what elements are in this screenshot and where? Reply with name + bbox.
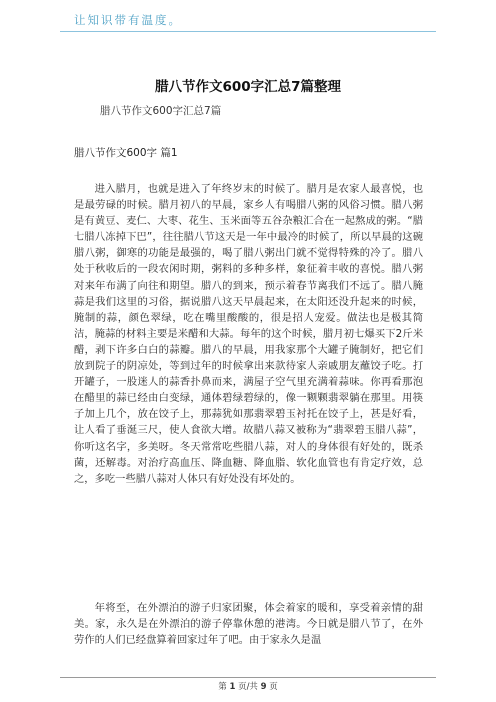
header-divider (60, 31, 436, 32)
body-paragraph-1: 进入腊月，也就是进入了年终岁末的时候了。腊月是农家人最喜悦，也是最劳碌的时候。腊月初八的早晨，家乡人有喝腊八粥的风俗习惯。腊八粥是有黄豆、麦仁、大枣、花生、玉米面等五谷杂粮汇合在一起熬成的粥。“腊七腊八冻掉下巴”，往往腊八节这天是一年中最冷的时候了，所以早晨的这碗腊八粥，御寒的功能是最强的，喝了腊八粥出门就不觉得特殊的冷了。腊八处于秋收后的一段农闲时期，粥料的多种多样，象征着丰收的喜悦。腊八粥对来年布满了向往和期望。腊八的到来，预示着春节离我们不远了。腊八腌蒜是我们这里的习俗，据说腊八这天早晨起来，在太阳还没升起来的时候，腌制的蒜，颜色翠绿，吃在嘴里酸酸的，很是招人宠爱。做法也是极其简洁，腌蒜的材料主要是米醋和大蒜。每年的这个时候，腊月初七爆买下2斤米醋，剥下许多白白的蒜瓣。腊八的早晨，用我家那个大罐子腌制好，把它们放到院子的阴凉处，等到过年的时候拿出来款待家人亲戚朋友蘸饺子吃。打开罐子，一股迷人的蒜香扑鼻而来，满屋子空气里充满着蒜味。你再看那泡在醋里的蒜已经由白变绿，通体碧绿碧绿的，像一颗颗翡翠躺在那里。用筷子加上几个，放在饺子上，那蒜犹如那翡翠碧玉衬托在饺子上，甚是好看，让人看了垂涎三尺，使人食欲大增。故腊八蒜又被称为“翡翠碧玉腊八蒜”，你听这名字，多美呀。冬天常常吃些腊八蒜，对人的身体很有好处的，既杀菌，还解毒。对治疗高血压、降血糖、降血脂、软化血管也有肯定疗效，总之，多吃一些腊八蒜对人体只有好处没有坏处的。 (74, 183, 423, 485)
footer-page-label: 第 (218, 682, 227, 692)
footer-page-suffix: 页 (269, 682, 278, 692)
document-title: 腊八节作文600字汇总7篇整理 (154, 79, 342, 95)
footer-divider (60, 677, 436, 678)
footer-page-total: 9 (260, 682, 267, 692)
footer-page-mid: 页/共 (238, 682, 258, 692)
header-motto: 让知识带有温度。 (74, 13, 182, 27)
footer-page-current: 1 (229, 682, 236, 692)
section-heading: 腊八节作文600字 篇1 (74, 147, 178, 159)
document-subtitle: 腊八节作文600字汇总7篇 (100, 105, 222, 117)
body-paragraph-2: 年将至，在外漂泊的游子归家团聚，体会着家的暖和，享受着亲情的甜美。家，永久是在外漂泊的游子停靠休憩的港湾。今日就是腊八节了，在外劳作的人们已经盘算着回家过年了吧。由于家永久是温 (74, 602, 423, 647)
page-footer (0, 680, 496, 692)
